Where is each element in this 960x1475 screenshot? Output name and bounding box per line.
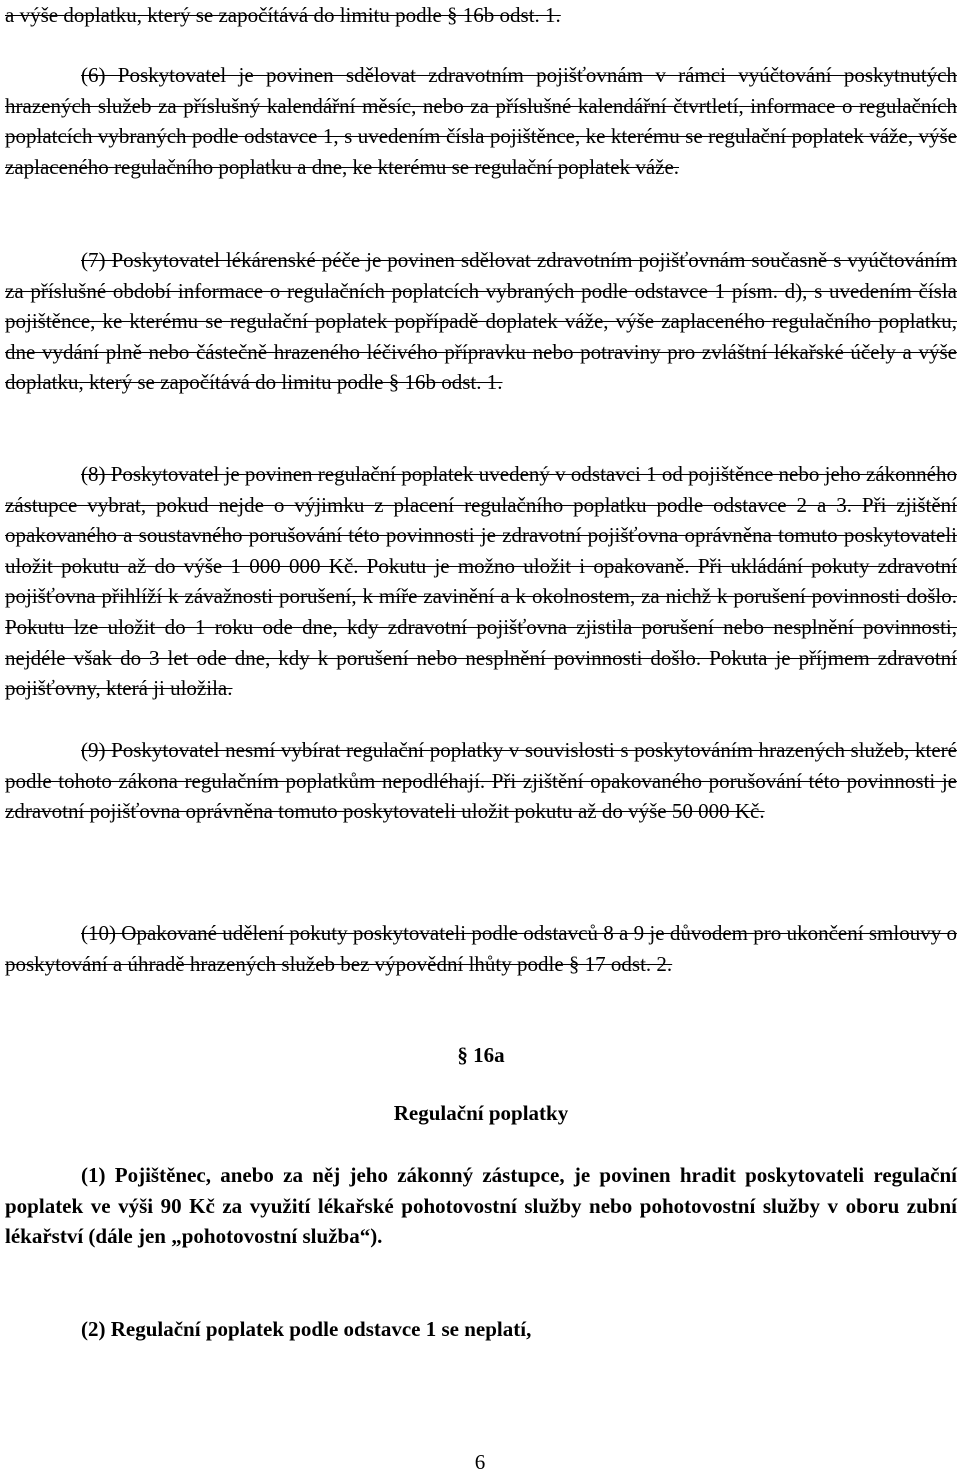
page-number: 6 — [474, 1450, 486, 1474]
bold-paragraph-2: (2) Regulační poplatek podle odstavce 1 se neplatí, — [81, 1317, 532, 1341]
struck-text-line: a výše doplatku, který se započítává do limitu podle § 16b odst. 1. — [5, 3, 561, 27]
bold-paragraph-1: (1) Pojištěnec, anebo za něj jeho zákonný zástupce, je povinen hradit poskytovateli regulační poplatek ve výši 90 Kč za využití lékařské pohotovostní služby nebo pohotovostní služby v oboru zubní lékařství (dále jen „pohotovostní služba“). — [5, 1163, 957, 1249]
struck-paragraph-10: (10) Opakované udělení pokuty poskytovateli podle odstavců 8 a 9 je důvodem pro ukončení smlouvy o poskytování a úhradě hrazených služeb bez výpovědní lhůty podle § 17 odst. 2. — [5, 921, 957, 976]
section-title: Regulační poplatky — [393, 1101, 569, 1125]
struck-paragraph-6: (6) Poskytovatel je povinen sdělovat zdravotním pojišťovnám v rámci vyúčtování poskytnutých hrazených služeb za příslušný kalendářní měsíc, nebo za příslušné kalendářní čtvrtletí, informace o regulačních poplatcích vybraných podle odstavce 1, s uvedením čísla pojištěnce, ke kterému se regulační poplatek váže, výše zaplaceného regulačního poplatku a dne, ke kterému se regulační poplatek váže. — [5, 63, 957, 179]
struck-paragraph-7: (7) Poskytovatel lékárenské péče je povinen sdělovat zdravotním pojišťovnám současně s vyúčtováním za příslušné období informace o regulačních poplatcích vybraných podle odstavce 1 písm. d), s uvedením čísla pojištěnce, ke kterému se regulační poplatek popřípadě doplatek váže, výše zaplaceného regulačního poplatku, dne vydání plně nebo částečně hrazeného léčivého přípravku nebo potraviny pro zvláštní lékařské účely a výše doplatku, který se započítává do limitu podle § 16b odst. 1. — [5, 248, 957, 395]
section-number: § 16a — [457, 1043, 505, 1067]
struck-paragraph-9: (9) Poskytovatel nesmí vybírat regulační poplatky v souvislosti s poskytováním hrazených služeb, které podle tohoto zákona regulačním poplatkům nepodléhají. Při zjištění opakovaného porušování této povinnosti je zdravotní pojišťovna oprávněna tomuto poskytovateli uložit pokutu až do výše 50 000 Kč. — [5, 738, 957, 824]
struck-paragraph-8: (8) Poskytovatel je povinen regulační poplatek uvedený v odstavci 1 od pojištěnce nebo jeho zákonného zástupce vybrat, pokud nejde o výjimku z placení regulačního poplatku podle odstavce 2 a 3. Při zjištění opakovaného a soustavného porušování této povinnosti je zdravotní pojišťovna oprávněna tomuto poskytovateli uložit pokutu až do výše 1 000 000 Kč. Pokutu je možno uložit i opakovaně. Při ukládání pokuty zdravotní pojišťovna přihlíží k závažnosti porušení, k míře zavinění a k okolnostem, za nichž k porušení povinnosti došlo. Pokutu lze uložit do 1 roku ode dne, kdy zdravotní pojišťovna zjistila porušení nebo nesplnění povinnosti, nejdéle však do 3 let ode dne, kdy k porušení nebo nesplnění povinnosti došlo. Pokuta je příjmem zdravotní pojišťovny, která ji uložila. — [5, 462, 957, 701]
